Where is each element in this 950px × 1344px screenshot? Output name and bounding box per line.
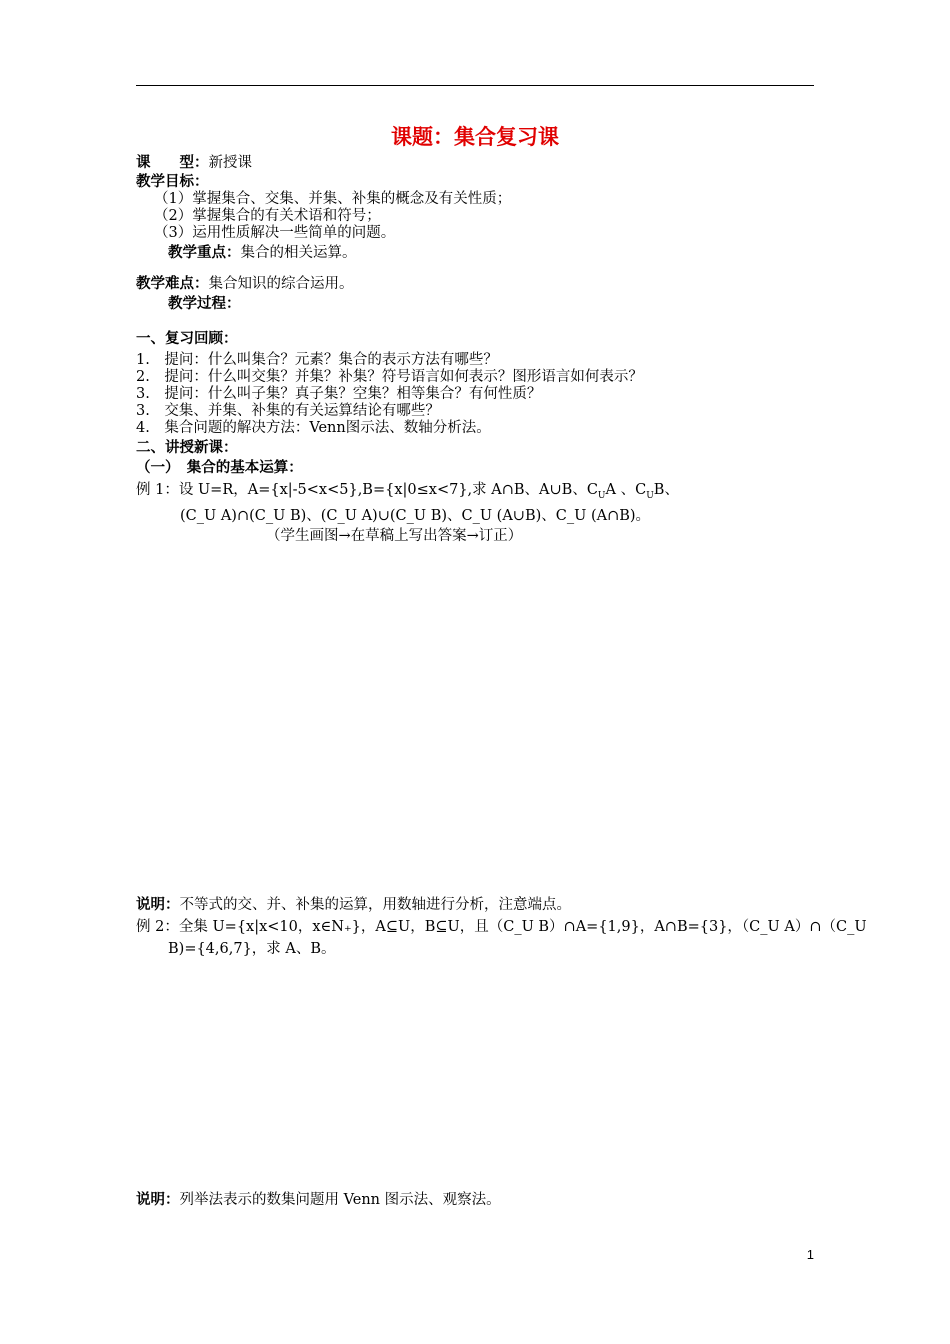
review-item: 1. 提问：什么叫集合？元素？集合的表示方法有哪些？ — [136, 352, 498, 368]
objective-item: （3）运用性质解决一些简单的问题。 — [154, 225, 396, 241]
page-title: 课题：集合复习课 — [391, 125, 559, 149]
remark2-label: 说明： — [136, 1192, 180, 1208]
objectives-heading: 教学目标： — [136, 174, 209, 190]
remark1-value: 不等式的交、并、补集的运算，用数轴进行分析，注意端点。 — [179, 897, 571, 913]
review-heading: 一、复习回顾： — [136, 331, 238, 347]
example2-line1: 例 2：全集 U={x|x<10，x∈N₊}，A⊆U，B⊆U，且（C_U B）∩A={1,9}，A∩B={3}，（C_U A）∩（C_U — [136, 919, 867, 935]
lesson-type-label: 课 型： — [136, 155, 209, 171]
example1-text-c: B、 — [653, 482, 679, 498]
remark1-line — [136, 897, 571, 914]
remark1-label: 说明： — [136, 897, 180, 913]
lesson-type-value: 新授课 — [208, 155, 252, 171]
example1-note: （学生画图→在草稿上写出答案→订正） — [266, 528, 523, 544]
example1-line1 — [136, 482, 679, 505]
key-point-value: 集合的相关运算。 — [240, 245, 357, 261]
difficulty-line — [136, 276, 354, 293]
review-item: 2. 提问：什么叫交集？并集？补集？符号语言如何表示？图形语言如何表示？ — [136, 369, 643, 385]
review-item: 3. 交集、并集、补集的有关运算结论有哪些？ — [136, 403, 440, 419]
example1-line2: (C_U A)∩(C_U B)、(C_U A)∪(C_U B)、C_U (A∪B)、C_U (A∩B)。 — [180, 508, 651, 524]
example1-text-a: 例 1：设 U=R，A={x|-5<x<5},B={x|0≤x<7},求 A∩B、A∪B、C — [136, 482, 598, 498]
review-item: 3. 提问：什么叫子集？真子集？空集？相等集合？有何性质？ — [136, 386, 542, 402]
new-lesson-heading: 二、讲授新课： — [136, 440, 238, 456]
difficulty-label: 教学难点： — [136, 276, 209, 292]
remark2-line — [136, 1192, 501, 1209]
page-number: 1 — [806, 1247, 814, 1262]
key-point-line — [168, 245, 357, 262]
key-point-label: 教学重点： — [168, 245, 241, 261]
lesson-type-line — [136, 155, 252, 172]
objective-item: （2）掌握集合的有关术语和符号； — [154, 208, 381, 224]
example1-sub: U — [597, 490, 606, 501]
objective-item: （1）掌握集合、交集、并集、补集的概念及有关性质； — [154, 191, 512, 207]
example1-text-b: A 、C — [605, 482, 647, 498]
header-rule — [136, 85, 814, 86]
review-item: 4. 集合问题的解决方法：Venn图示法、数轴分析法。 — [136, 420, 491, 436]
new-lesson-subheading: （一） 集合的基本运算： — [136, 460, 303, 476]
remark2-value: 列举法表示的数集问题用 Venn 图示法、观察法。 — [179, 1192, 501, 1208]
example1-sub: U — [646, 490, 654, 501]
example2-line2: B)={4,6,7}，求 A、B。 — [168, 941, 336, 957]
process-label: 教学过程： — [168, 296, 241, 312]
difficulty-value: 集合知识的综合运用。 — [208, 276, 354, 292]
